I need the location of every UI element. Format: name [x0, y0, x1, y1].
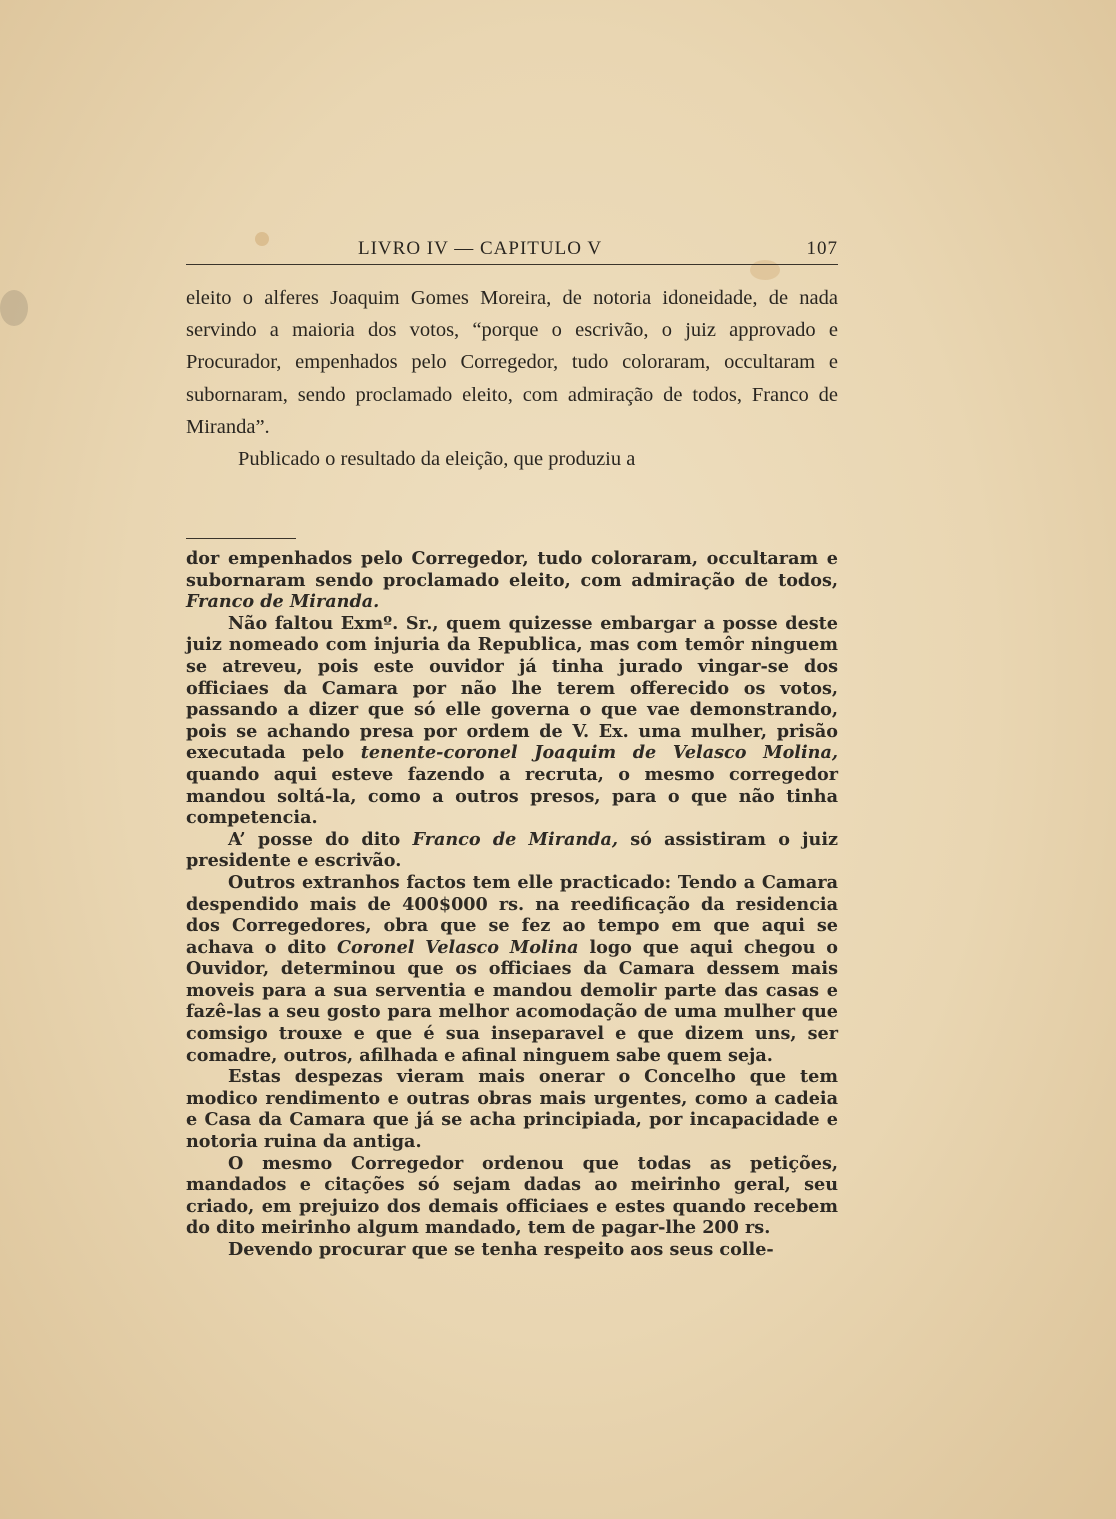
footnote-italic: tenente-coronel Joaquim de Velasco Molina, [360, 742, 838, 764]
main-text [186, 282, 838, 475]
footnote-paragraph: O mesmo Corregedor ordenou que todas as petições, mandados e citações só sejam dadas ao meirinho geral, seu criado, em prejuizo dos demais officiaes e estes quando recebem do dito meirinho algum mandado, tem de pagar-lhe 200 rs. [186, 1152, 838, 1239]
footnote-paragraph [186, 613, 838, 829]
footnote-text: Outros extranhos factos tem elle practicado: Tendo a Camara despendido mais de 400$000 rs. na reedificação da residencia dos Corregedores, obra que se fez ao tempo em que aqui se achava o dito [186, 871, 838, 958]
footnote-text: só assistiram o juiz presidente e escrivão. [186, 828, 838, 872]
footnote-text: logo que aqui chegou o Ouvidor, determinou que os officiaes da Camara dessem mais moveis para a sua serventia e mandou demolir parte das casas e fazê-las a seu gosto para melhor acomodação de uma mulher que comsigo trouxe e que é sua inseparavel e que dizem uns, ser comadre, outros, afilhada e afinal ninguem sabe quem seja. [186, 936, 838, 1066]
body-paragraph: Publicado o resultado da eleição, que produziu a [238, 448, 636, 471]
footnote-paragraph [186, 872, 838, 1066]
running-header [186, 236, 838, 265]
footnote-italic: Franco de Miranda, [412, 828, 618, 850]
footnote-paragraph [186, 829, 838, 872]
footnote-rule [186, 538, 296, 539]
paper-stain [0, 290, 28, 326]
footnote-text: dor empenhados pelo Corregedor, tudo coloraram, occultaram e subornaram sendo proclamado eleito, com admiração de todos, [186, 548, 838, 591]
footnotes [186, 548, 838, 1261]
footnote-paragraph: Devendo procurar que se tenha respeito aos seus colle- [228, 1239, 774, 1260]
footnote-text: quando aqui esteve fazendo a recruta, o mesmo corregedor mandou soltá-la, como a outros presos, para o que não tinha competencia. [186, 763, 838, 829]
footnote-text: A’ posse do dito [228, 828, 413, 850]
footnote-paragraph: Estas despezas vieram mais onerar o Concelho que tem modico rendimento e outras obras mais urgentes, como a cadeia e Casa da Camara que já se acha principiada, por incapacidade e notoria ruina da antiga. [186, 1066, 838, 1153]
footnote-text: Não faltou Exmº. Sr., quem quizesse embargar a posse deste juiz nomeado com injuria da Republica, mas com temôr ninguem se atreveu, pois este ouvidor já tinha jurado vingar-se dos officiaes da Camara por não lhe terem offerecido os votos, passando a dizer que só elle governa o que vae demonstrando, pois se achando presa por ordem de V. Ex. uma mulher, prisão executada pelo [186, 612, 838, 764]
footnote-italic: Franco de Miranda. [186, 591, 380, 613]
body-paragraph: eleito o alferes Joaquim Gomes Moreira, de notoria idoneidade, de nada servindo a maioria dos votos, “porque o escrivão, o juiz approvado e Procurador, empenhados pelo Corregedor, tudo coloraram, occultaram e subornaram, sendo proclamado eleito, com admiração de todos, Franco de Miranda”. [186, 287, 838, 438]
page-number: 107 [806, 238, 838, 259]
footnote-paragraph [186, 548, 838, 613]
footnote-italic: Coronel Velasco Molina [337, 936, 579, 958]
running-title: LIVRO IV — CAPITULO V [358, 238, 603, 259]
